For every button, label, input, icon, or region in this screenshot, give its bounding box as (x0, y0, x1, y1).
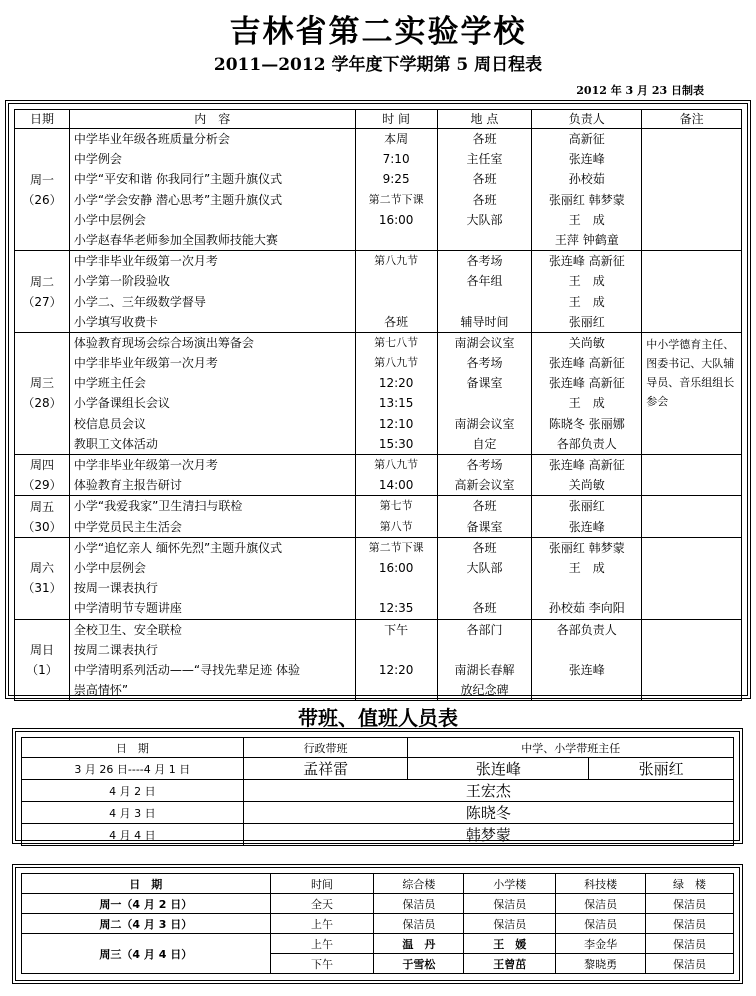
item-person: 张丽红 (568, 499, 605, 514)
item-time: 本周 (384, 132, 409, 146)
cleaning-table (21, 873, 734, 974)
item-time (356, 230, 437, 250)
item-person: 孙校茹 (568, 172, 605, 187)
schedule-day-row (15, 251, 742, 333)
duty-date: 3 月 26 日----4 月 1 日 (22, 758, 244, 780)
day-date: （29） (22, 478, 62, 493)
cleaning-time: 上午 (270, 934, 374, 954)
item-person: 关尚敏 (568, 335, 605, 350)
cleaning-header-date: 日 期 (22, 874, 271, 894)
cleaning-time: 上午 (270, 914, 374, 934)
cleaning-date: 周三（4 月 4 日） (22, 934, 271, 974)
item-time (356, 578, 437, 598)
day-name: 周五 (29, 499, 54, 514)
col-header-time: 时 间 (355, 110, 437, 129)
schedule-header-row (15, 110, 742, 129)
col-header-date: 日期 (15, 110, 70, 129)
duty-date: 4 月 3 日 (22, 802, 244, 824)
duty-table (21, 737, 734, 846)
item-person: 张连峰 (568, 152, 605, 167)
item-content: 小学备课组长会议 (73, 396, 170, 411)
cleaning-date: 周二（4 月 3 日） (22, 914, 271, 934)
item-person: 王萍 钟鹤童 (554, 232, 619, 247)
cell-place (437, 251, 532, 333)
item-content: 中学非毕业年级第一次月考 (73, 356, 218, 371)
item-time: 第二节下课 (368, 540, 424, 554)
cleaning-cell: 黎晓勇 (556, 954, 646, 974)
made-date: 2012 年 3 月 23 日制表 (576, 84, 704, 97)
item-content: 校信息员会议 (73, 416, 146, 431)
cleaning-cell: 保洁员 (374, 894, 464, 914)
cleaning-header-xiaoxue: 小学楼 (464, 874, 556, 894)
item-content: 中学“平安和谐 你我同行”主题升旗仪式 (73, 172, 283, 187)
cleaning-cell: 王曾茁 (464, 954, 556, 974)
cell-content (69, 455, 355, 496)
item-person: 张连峰 高新征 (548, 458, 625, 472)
cell-time (355, 496, 437, 537)
item-content: 小学“我爱我家”卫生清扫与联检 (73, 499, 243, 514)
page-subtitle: 2011—2012 学年度下学期第 5 周日程表 (213, 55, 543, 75)
day-date: （27） (22, 294, 62, 309)
schedule-day-row (15, 619, 742, 701)
item-person: 高新征 (568, 132, 605, 146)
day-name: 周二 (29, 274, 54, 289)
item-time: 12:20 (378, 662, 414, 677)
item-person: 各部负责人 (556, 622, 617, 637)
duty-header-teachers: 中学、小学带班主任 (408, 738, 734, 758)
cell-content (69, 496, 355, 537)
item-person: 张连峰 (568, 519, 605, 534)
item-content: 中学党员民主生活会 (73, 519, 182, 534)
item-content: 按周一课表执行 (73, 581, 158, 596)
cell-notes (642, 496, 742, 537)
cleaning-cell: 温 丹 (374, 934, 464, 954)
duty-middle: 张连峰 (408, 758, 589, 780)
item-place: 备课室 (466, 519, 503, 534)
cleaning-header-zonghe: 综合楼 (374, 874, 464, 894)
item-content: 中学例会 (73, 152, 122, 167)
cell-person (532, 251, 642, 333)
day-name: 周四 (29, 458, 54, 473)
cell-place (437, 455, 532, 496)
item-time: 15:30 (378, 436, 414, 451)
cleaning-cell: 保洁员 (374, 914, 464, 934)
cleaning-cell: 保洁员 (646, 934, 734, 954)
item-content: 体验教育现场会综合场演出筹备会 (73, 335, 254, 350)
cleaning-cell: 保洁员 (646, 894, 734, 914)
item-time: 16:00 (378, 560, 414, 575)
cell-notes: 中小学德育主任、图委书记、大队辅导员、音乐组组长参会 (642, 332, 742, 454)
item-person: 王 成 (568, 560, 605, 575)
cleaning-cell: 李金华 (556, 934, 646, 954)
item-person: 关尚敏 (568, 478, 605, 493)
item-place: 各班 (472, 132, 497, 146)
item-content: 教职工文体活动 (73, 436, 158, 451)
cell-content (69, 537, 355, 619)
item-place: 各班 (472, 540, 497, 555)
item-time: 第八节 (379, 519, 413, 533)
cell-notes (642, 129, 742, 251)
cell-content (69, 129, 355, 251)
cleaning-date: 周一（4 月 2 日） (22, 894, 271, 914)
item-time: 12:20 (378, 376, 414, 391)
item-place: 自定 (472, 436, 497, 451)
cell-time (355, 129, 437, 251)
schedule-day-row (15, 129, 742, 251)
item-place: 各班 (472, 172, 497, 187)
item-person: 张连峰 高新征 (548, 356, 625, 371)
item-content: 中学非毕业年级第一次月考 (73, 458, 218, 472)
item-content: 中学毕业年级各班质量分析会 (73, 132, 230, 146)
cell-content (69, 251, 355, 333)
item-place: 大队部 (466, 212, 503, 227)
day-date: （26） (22, 192, 62, 207)
cell-content (69, 332, 355, 454)
day-label (15, 619, 70, 701)
schedule-day-row (15, 332, 742, 454)
page-title: 吉林省第二实验学校 (229, 14, 527, 50)
item-place: 各班 (472, 499, 497, 514)
cell-content (69, 619, 355, 701)
item-time: 7:10 (382, 152, 410, 167)
duty-name: 王宏杰 (243, 780, 733, 802)
duty-header-row (22, 738, 734, 758)
item-time (356, 292, 437, 312)
col-header-place: 地 点 (437, 110, 532, 129)
schedule-table (14, 109, 742, 701)
schedule-day-row (15, 496, 742, 537)
cell-person (532, 537, 642, 619)
item-content: 全校卫生、安全联检 (73, 622, 182, 637)
item-time: 各班 (384, 314, 409, 329)
day-label (15, 537, 70, 619)
day-label (15, 251, 70, 333)
cell-time (355, 537, 437, 619)
item-time: 14:00 (378, 478, 414, 493)
cell-person (532, 619, 642, 701)
item-time (356, 640, 437, 660)
item-place (438, 292, 532, 312)
day-date: （30） (22, 519, 62, 534)
cell-notes (642, 455, 742, 496)
cleaning-header-time: 时间 (270, 874, 374, 894)
duty-frame (12, 728, 743, 844)
day-name: 周六 (29, 561, 54, 576)
duty-header-date: 日 期 (22, 738, 244, 758)
duty-date: 4 月 4 日 (22, 824, 244, 846)
item-person: 张连峰 (568, 662, 605, 677)
item-content: 按周二课表执行 (73, 642, 158, 657)
item-place (438, 640, 532, 660)
cell-person (532, 455, 642, 496)
item-place: 南湖长春解 (454, 662, 515, 677)
duty-row (22, 780, 734, 802)
cell-place (437, 619, 532, 701)
col-header-notes: 备注 (642, 110, 742, 129)
cleaning-row (22, 894, 734, 914)
cleaning-header-keji: 科技楼 (556, 874, 646, 894)
item-place: 各年组 (466, 274, 503, 289)
item-person: 张连峰 高新征 (548, 376, 625, 391)
col-header-content: 内 容 (69, 110, 355, 129)
item-content: 中学清明节专题讲座 (73, 601, 182, 616)
item-time: 第七八节 (374, 335, 419, 349)
cell-person (532, 129, 642, 251)
item-person (532, 640, 641, 660)
item-person: 孙校茹 李向阳 (548, 601, 625, 616)
item-content: 中学班主任会 (73, 376, 146, 391)
item-person: 王 成 (568, 396, 605, 411)
item-place: 辅导时间 (460, 314, 509, 329)
item-content: 崇高情怀” (73, 683, 129, 698)
day-name: 周日 (29, 642, 54, 657)
day-date: （31） (22, 581, 62, 596)
day-name: 周一 (29, 172, 54, 187)
item-place: 各考场 (466, 254, 503, 269)
item-place: 放纪念碑 (460, 683, 509, 698)
cell-notes (642, 537, 742, 619)
duty-admin: 孟祥雷 (243, 758, 408, 780)
item-content: 小学中层例会 (73, 212, 146, 227)
cell-person (532, 496, 642, 537)
item-content: 小学二、三年级数学督导 (73, 294, 206, 309)
cell-time (355, 251, 437, 333)
item-place: 主任室 (466, 152, 503, 167)
item-time (356, 680, 437, 700)
item-person: 王 成 (568, 294, 605, 309)
day-label (15, 129, 70, 251)
cleaning-time: 全天 (270, 894, 374, 914)
item-place (438, 393, 532, 413)
duty-row (22, 824, 734, 846)
item-content: 小学第一阶段验收 (73, 274, 170, 289)
duty-name: 陈晓冬 (243, 802, 733, 824)
cleaning-cell: 保洁员 (556, 894, 646, 914)
item-person (532, 680, 641, 700)
item-place (438, 230, 532, 250)
item-place: 备课室 (466, 376, 503, 391)
item-time: 第二节下课 (368, 192, 424, 206)
item-time (356, 271, 437, 291)
item-content: 小学填写收费卡 (73, 314, 158, 329)
item-person: 张连峰 高新征 (548, 254, 625, 269)
cell-time (355, 332, 437, 454)
cleaning-header-row (22, 874, 734, 894)
item-time: 16:00 (378, 212, 414, 227)
item-person: 张丽红 韩梦蒙 (548, 192, 625, 207)
item-time: 12:35 (378, 601, 414, 616)
item-place: 各部门 (466, 622, 503, 637)
item-time: 第八九节 (374, 356, 419, 370)
item-content: 中学非毕业年级第一次月考 (73, 254, 218, 269)
item-person: 各部负责人 (556, 436, 617, 451)
item-place: 大队部 (466, 560, 503, 575)
item-person: 王 成 (568, 212, 605, 227)
day-label (15, 455, 70, 496)
cell-time (355, 455, 437, 496)
cell-notes (642, 251, 742, 333)
day-date: （1） (26, 662, 58, 677)
schedule-day-row (15, 537, 742, 619)
cleaning-time: 下午 (270, 954, 374, 974)
item-place: 南湖会议室 (454, 416, 515, 431)
day-label (15, 332, 70, 454)
item-place: 各班 (472, 601, 497, 616)
duty-primary: 张丽红 (589, 758, 734, 780)
item-person: 陈晓冬 张丽娜 (548, 416, 625, 431)
item-content: 体验教育主报告研讨 (73, 478, 182, 493)
duty-heading: 带班、值班人员表 (298, 706, 458, 730)
item-content: 小学“学会安静 潜心思考”主题升旗仪式 (73, 192, 283, 207)
duty-header-admin: 行政带班 (243, 738, 408, 758)
schedule-day-row (15, 455, 742, 496)
item-person: 张丽红 韩梦蒙 (548, 540, 625, 555)
item-place: 各班 (472, 192, 497, 207)
day-date: （28） (22, 396, 62, 411)
schedule-frame (5, 100, 751, 699)
cleaning-cell: 于雪松 (374, 954, 464, 974)
cleaning-cell: 保洁员 (464, 914, 556, 934)
item-person (532, 578, 641, 598)
item-content: 小学中层例会 (73, 560, 146, 575)
cell-time (355, 619, 437, 701)
duty-name: 韩梦蒙 (243, 824, 733, 846)
cleaning-cell: 王 媛 (464, 934, 556, 954)
day-name: 周三 (29, 376, 54, 391)
item-place (438, 578, 532, 598)
duty-row (22, 802, 734, 824)
item-time: 第七节 (379, 499, 413, 513)
item-place: 各考场 (466, 458, 503, 472)
col-header-person: 负责人 (532, 110, 642, 129)
item-content: 中学清明系列活动——“寻找先辈足迹 体验 (73, 662, 300, 677)
cleaning-row (22, 934, 734, 954)
duty-row (22, 758, 734, 780)
item-content: 小学赵春华老师参加全国教师技能大赛 (73, 232, 278, 247)
item-person: 王 成 (568, 274, 605, 289)
cell-notes (642, 619, 742, 701)
item-time: 第八九节 (374, 458, 419, 471)
day-label (15, 496, 70, 537)
item-time: 下午 (384, 622, 409, 637)
duty-date: 4 月 2 日 (22, 780, 244, 802)
item-place: 南湖会议室 (454, 335, 515, 350)
cleaning-cell: 保洁员 (646, 914, 734, 934)
item-place: 各考场 (466, 356, 503, 371)
cleaning-header-lv: 绿 楼 (646, 874, 734, 894)
cleaning-frame (12, 864, 743, 984)
item-time: 12:10 (378, 416, 414, 431)
item-person: 张丽红 (568, 314, 605, 329)
item-content: 小学“追忆亲人 缅怀先烈”主题升旗仪式 (73, 540, 283, 555)
cell-person (532, 332, 642, 454)
cleaning-cell: 保洁员 (464, 894, 556, 914)
cleaning-row (22, 914, 734, 934)
item-time: 9:25 (382, 172, 410, 187)
cell-place (437, 496, 532, 537)
item-time: 第八九节 (374, 254, 419, 268)
item-place: 高新会议室 (454, 478, 515, 493)
cleaning-cell: 保洁员 (646, 954, 734, 974)
cell-place (437, 332, 532, 454)
cell-place (437, 129, 532, 251)
item-time: 13:15 (378, 396, 414, 411)
cell-place (437, 537, 532, 619)
cleaning-cell: 保洁员 (556, 914, 646, 934)
